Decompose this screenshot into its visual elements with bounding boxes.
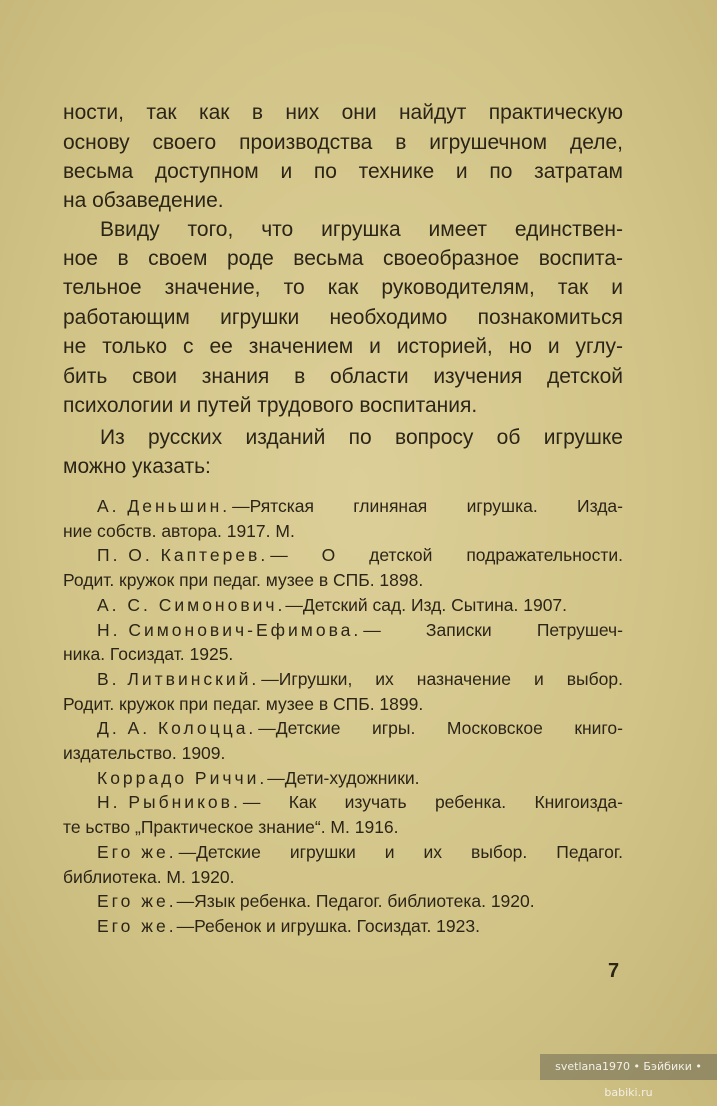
bibliography-entry [97, 842, 623, 862]
bibliography-title: — Как изучать ребенка. Книгоизда- [242, 792, 623, 813]
bibliography-entry-continuation: те ьство „Практическое знание“. М. 1916. [63, 817, 399, 838]
bibliography-title: — О детской подражательности. [270, 545, 623, 566]
paragraph-line: бить свои знания в области изучения детской [63, 365, 623, 388]
paragraph-line: основу своего производства в игрушечном деле, [63, 131, 623, 154]
bibliography-entry [97, 891, 623, 911]
paragraph-line: на обзаведение. [63, 189, 224, 212]
bibliography-entry [97, 595, 623, 615]
watermark: svetlana1970 • Бэйбики • babiki.ru [540, 1054, 717, 1080]
bibliography-title: —Рятская глиняная игрушка. Изда- [232, 496, 623, 516]
bibliography-title: —Детские игрушки и их выбор. Педагог. [178, 841, 623, 862]
bibliography-entry-continuation: издательство. 1909. [63, 743, 226, 763]
bibliography-entry [97, 792, 623, 812]
bibliography-author: П. О. Каптерев. [97, 545, 269, 566]
bibliography-author: Его же. [97, 915, 177, 936]
bibliography-author: Его же. [97, 841, 177, 862]
page-number: 7 [608, 960, 620, 982]
bibliography-entry [97, 718, 623, 738]
paragraph-line: тельное значение, то как руководителям, так и [63, 276, 623, 299]
bibliography-entry [97, 620, 623, 640]
paragraph-line: ное в своем роде весьма своеобразное воспита- [63, 247, 623, 270]
bibliography-entry-continuation: библиотека. М. 1920. [63, 866, 235, 887]
bibliography-title: —Детские игры. Московское книго- [258, 718, 623, 739]
paragraph-line: Из русских изданий по вопросу об игрушке [100, 426, 623, 449]
bibliography-entry [97, 916, 623, 936]
bibliography-author: Его же. [97, 891, 177, 912]
bibliography-entry-continuation: Родит. кружок при педаг. музее в СПБ. 1898. [63, 570, 424, 591]
bibliography-entry [97, 669, 623, 689]
bibliography-title: —Детский сад. Изд. Сытина. 1907. [285, 594, 568, 615]
paragraph-line: можно указать: [63, 455, 211, 478]
bibliography-entry [97, 496, 623, 516]
paragraph-line: ности, так как в них они найдут практическую [63, 101, 623, 124]
bibliography-title: —Дети-художники. [267, 767, 420, 788]
bibliography-author: Н. Рыбников. [97, 792, 241, 813]
bibliography-author: Н. Симонович-Ефимова. [97, 619, 362, 640]
bibliography-author: Д. А. Колоцца. [97, 718, 257, 739]
bibliography-author: В. Литвинский. [97, 668, 260, 689]
bibliography-entry [97, 768, 623, 788]
bibliography-author: А. Деньшин. [97, 496, 231, 516]
paragraph-line: работающим игрушки необходимо познакомиться [63, 306, 623, 329]
bibliography-author: А. С. Симонович. [97, 594, 286, 615]
paragraph-line: психологии и путей трудового воспитания. [63, 394, 478, 417]
bibliography-entry [97, 545, 623, 565]
bibliography-title: —Ребенок и игрушка. Госиздат. 1923. [176, 915, 480, 936]
bibliography-title: —Язык ребенка. Педагог. библиотека. 1920. [176, 891, 535, 912]
bibliography-entry-continuation: Родит. кружок при педаг. музее в СПБ. 1899. [63, 693, 424, 714]
bibliography-entry-continuation: ние собств. автора. 1917. М. [63, 520, 295, 541]
paragraph-line: Ввиду того, что игрушка имеет единствен- [100, 218, 623, 241]
paragraph-line: весьма доступном и по технике и по затратам [63, 160, 623, 183]
bibliography-title: — Записки Петрушеч- [363, 619, 623, 640]
bibliography-author: Коррадо Риччи. [97, 767, 268, 788]
bibliography-title: —Игрушки, их назначение и выбор. [261, 668, 623, 689]
bibliography-entry-continuation: ника. Госиздат. 1925. [63, 644, 234, 665]
paragraph-line: не только с ее значением и историей, но и углу- [63, 335, 623, 358]
